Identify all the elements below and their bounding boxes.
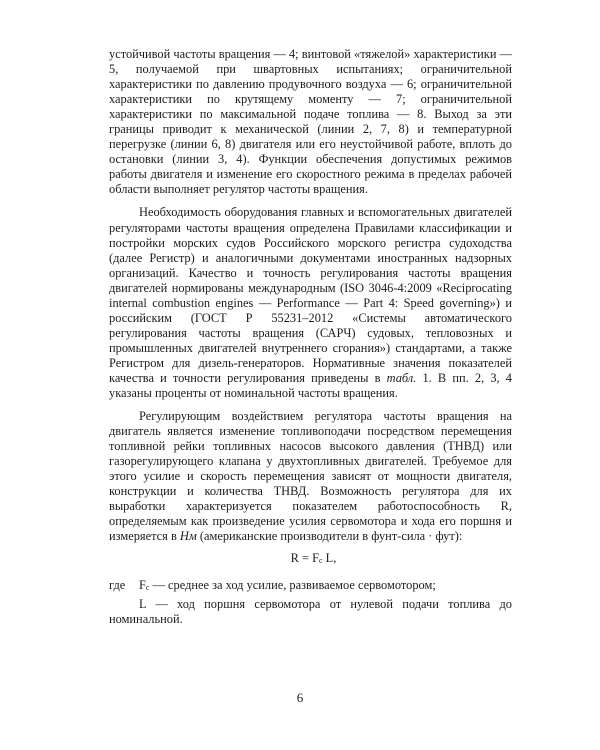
force-subscript: c [145, 582, 150, 592]
page-number: 6 [296, 690, 304, 705]
formula-rhs: L, [325, 550, 337, 565]
paragraph-regulation-standards [109, 205, 512, 401]
paragraph-regulator-action [109, 409, 512, 544]
force-symbol: F [139, 577, 146, 592]
formula-work-capacity [109, 550, 512, 569]
unit-nm: Нм [179, 529, 197, 544]
formula-lhs: R = F [290, 550, 319, 565]
regulator-text: Регулирующим воздействием регулятора частоты вращения на двигатель является изменение топливоподачи посредством перемещения топливной рейки топливных насосов высокого давления (ТНВД) или газорегулирующего клапана у двухтопливных двигателей. Требуемое для этого усилие и скорость перемещения зависят от мощности двигателя, конструкции и количества ТНВД. Возможность регулятора для их выработки характеризуется показателем работоспособность R, определяемым как произведение усилия сервомотора и хода его поршня и измеряется в [109, 409, 512, 544]
table-reference: табл. [386, 370, 417, 385]
definition-stroke [109, 597, 512, 627]
standards-text-end: 1. В пп. 2, 3, 4 указаны проценты от номинальной частоты вращения. [109, 370, 512, 401]
standards-text: Необходимость оборудования главных и вспомогательных двигателей регуляторами частоты вращения определена Правилами классификации и постройки морских судов Российского морского регистра судоходства (далее Регистр) и аналогичными документами иностранных надзорных организаций. Качество и точность регулирования частоты вращения двигателей нормированы международным (ISO 3046-4:2009 «Reciprocating internal combustion engines — Performance — Part 4: Speed governing») и российским (ГОСТ Р 55231–2012 «Системы автоматического регулирования частоты вращения (САРЧ) судовых, тепловозных и промышленных двигателей внутреннего сгорания») стандартами, а также Регистром для дизель-генераторов. Нормативные значения показателей качества и точности регулирования приведены в [109, 205, 512, 385]
stroke-description: — ход поршня сервомотора от нулевой подачи топлива до номинальной. [109, 596, 512, 626]
regulator-text-end: (американские производители в фунт-сила · фут): [196, 529, 463, 544]
paragraph-speed-limits: устойчивой частоты вращения — 4; винтовой «тяжелой» характеристики — 5, получаемой при швартовных испытаниях; ограничительной характеристики по давлению продувочного воздуха — 6; ограничительной характеристики по крутящему моменту — 7; ограничительной характеристики по максимальной подаче топлива — 8. Выход за эти границы приводит к механической (линии 2, 7, 8) и температурной перегрузке (линии 6, 8) двигателя или его неустойчивой работе, вплоть до остановки (линии 3, 4). Функции обеспечения допустимых режимов работы двигателя и изменение его скоростного режима в пределах рабочей области выполняет регулятор частоты вращения. [109, 47, 512, 197]
formula-subscript: c [319, 555, 323, 565]
force-description: — среднее за ход усилие, развиваемое сервомотором; [149, 577, 436, 592]
stroke-symbol: L [139, 596, 147, 611]
where-label: где [109, 577, 126, 592]
definition-force [109, 578, 512, 595]
